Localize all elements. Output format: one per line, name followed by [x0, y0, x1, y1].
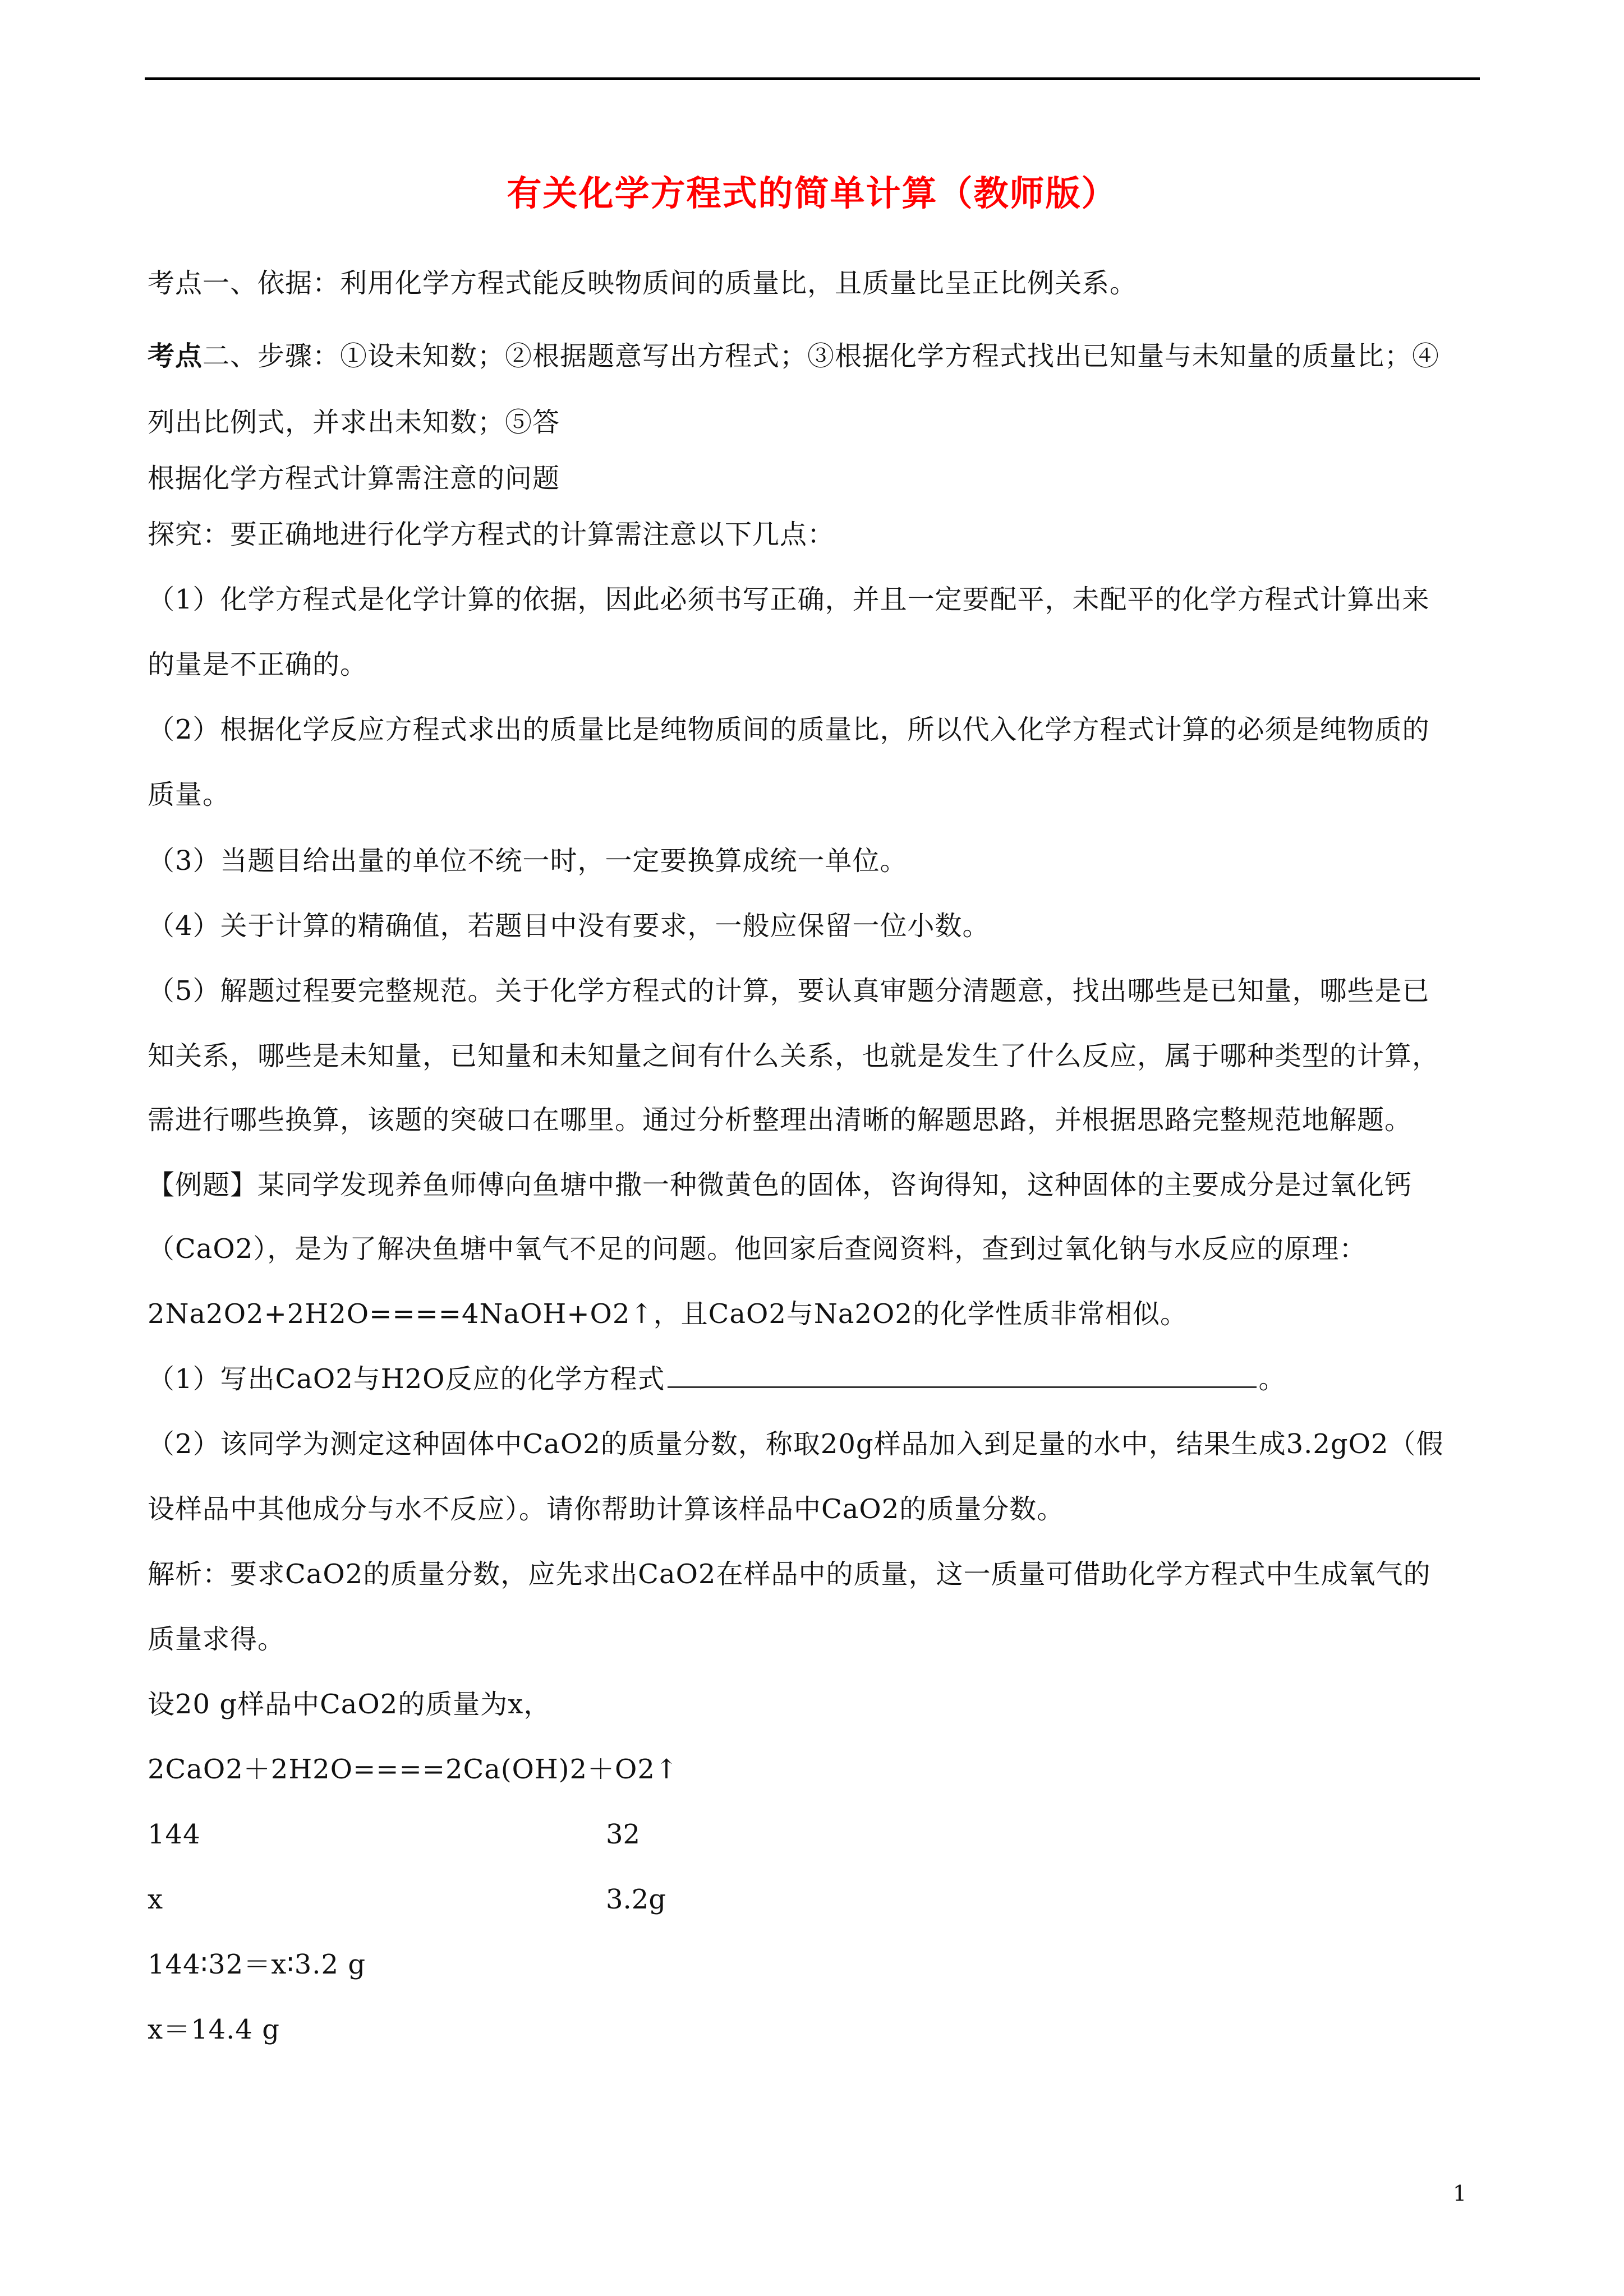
note-2-line2: 质量。 [148, 779, 231, 810]
solution-row1-left: 144 [148, 1819, 201, 1850]
solution-row2-left: x [148, 1884, 164, 1915]
point-two-line1 [148, 336, 1439, 376]
point-two-label: 考点 [148, 340, 203, 372]
caution-heading: 根据化学方程式计算需注意的问题 [148, 463, 560, 494]
header-rule [145, 77, 1480, 80]
page-number: 1 [1453, 2181, 1467, 2206]
solution-let: 设20 g样品中CaO2的质量为x， [148, 1689, 551, 1720]
point-one: 考点一、依据：利用化学方程式能反映物质间的质量比，且质量比呈正比例关系。 [148, 268, 1138, 299]
note-5-line3: 需进行哪些换算，该题的突破口在哪里。通过分析整理出清晰的解题思路，并根据思路完整规范地解题。 [148, 1104, 1413, 1136]
question-1-text: （1）写出CaO2与H2O反应的化学方程式 [148, 1363, 665, 1395]
question-2-line1: （2）该同学为测定这种固体中CaO2的质量分数，称取20g样品加入到足量的水中，结果生成3.2gO2（假 [148, 1428, 1444, 1460]
solution-row2-right: 3.2g [606, 1884, 666, 1915]
solution-ratio: 144∶32＝x∶3.2 g [148, 1949, 366, 1980]
solution-row1-right: 32 [606, 1819, 641, 1850]
question-1-end: 。 [1258, 1363, 1286, 1395]
point-two-text: 二、步骤：①设未知数；②根据题意写出方程式；③根据化学方程式找出已知量与未知量的质量比；④ [203, 340, 1440, 372]
page-title: 有关化学方程式的简单计算（教师版） [507, 173, 1117, 214]
note-1-line2: 的量是不正确的。 [148, 649, 368, 680]
note-5-line2: 知关系，哪些是未知量，已知量和未知量之间有什么关系，也就是发生了什么反应，属于哪种类型的计算， [148, 1040, 1440, 1072]
note-3: （3）当题目给出量的单位不统一时，一定要换算成统一单位。 [148, 845, 908, 877]
question-2-line2: 设样品中其他成分与水不反应）。请你帮助计算该样品中CaO2的质量分数。 [148, 1493, 1065, 1525]
explore-intro: 探究：要正确地进行化学方程式的计算需注意以下几点： [148, 519, 835, 550]
note-2-line1: （2）根据化学反应方程式求出的质量比是纯物质间的质量比，所以代入化学方程式计算的必须是纯物质的 [148, 714, 1430, 745]
example-line3: 2Na2O2+2H2O====4NaOH+O2↑，且CaO2与Na2O2的化学性质非常相似。 [148, 1298, 1188, 1330]
note-5-line1: （5）解题过程要完整规范。关于化学方程式的计算，要认真审题分清题意，找出哪些是已知量，哪些是已 [148, 975, 1430, 1007]
answer-blank [668, 1361, 1257, 1388]
analysis-line2: 质量求得。 [148, 1624, 286, 1655]
solution-equation: 2CaO2＋2H2O====2Ca(OH)2＋O2↑ [148, 1754, 679, 1785]
solution-result: x＝14.4 g [148, 2014, 280, 2045]
example-line1: 【例题】某同学发现养鱼师傅向鱼塘中撒一种微黄色的固体，咨询得知，这种固体的主要成分是过氧化钙 [148, 1169, 1413, 1201]
note-4: （4）关于计算的精确值，若题目中没有要求，一般应保留一位小数。 [148, 910, 990, 942]
note-1-line1: （1）化学方程式是化学计算的依据，因此必须书写正确，并且一定要配平，未配平的化学方程式计算出来 [148, 584, 1430, 615]
analysis-line1: 解析：要求CaO2的质量分数，应先求出CaO2在样品中的质量，这一质量可借助化学方程式中生成氧气的 [148, 1559, 1431, 1590]
example-line2: （CaO2），是为了解决鱼塘中氧气不足的问题。他回家后查阅资料，查到过氧化钠与水反应的原理： [148, 1233, 1367, 1265]
point-two-line2: 列出比例式，并求出未知数；⑤答 [148, 407, 560, 438]
question-1 [148, 1359, 1286, 1399]
